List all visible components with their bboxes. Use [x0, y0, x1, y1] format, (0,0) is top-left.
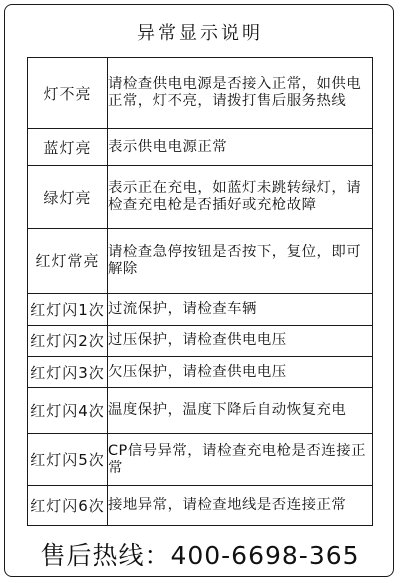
status-name: 红灯闪5次 [28, 434, 108, 486]
status-name: 红灯闪3次 [28, 356, 108, 388]
table-row [28, 326, 373, 357]
status-description: 请检查供电电源是否接入正常，如供电正常，灯不亮，请拨打售后服务热线 [108, 58, 373, 129]
status-name: 灯不亮 [28, 58, 108, 129]
status-description: 接地异常，请检查地线是否连接正常 [108, 486, 373, 526]
status-name: 蓝灯亮 [28, 129, 108, 166]
service-hotline: 售后热线：400-6698-365 [40, 541, 360, 570]
status-name: 红灯闪1次 [28, 293, 108, 326]
status-name: 红灯闪6次 [28, 486, 108, 526]
table-row [28, 58, 373, 129]
status-description: 表示正在充电，如蓝灯未跳转绿灯，请检查充电枪是否插好或充枪故障 [108, 166, 373, 229]
status-description: 过压保护，请检查供电电压 [108, 326, 373, 357]
page-title: 异常显示说明 [137, 23, 263, 44]
table-row [28, 229, 373, 293]
table-row [28, 293, 373, 326]
table-row [28, 129, 373, 166]
status-name: 绿灯亮 [28, 166, 108, 229]
status-description: 欠压保护，请检查供电电压 [108, 356, 373, 388]
table-row [28, 388, 373, 434]
status-name: 红灯闪4次 [28, 388, 108, 434]
table-row [28, 166, 373, 229]
status-name: 红灯常亮 [28, 229, 108, 293]
status-description: CP信号异常，请检查充电枪是否连接正常 [108, 434, 373, 486]
status-table [27, 57, 373, 526]
table-row [28, 434, 373, 486]
status-name: 红灯闪2次 [28, 326, 108, 357]
status-description: 温度保护，温度下降后自动恢复充电 [108, 388, 373, 434]
status-description: 过流保护，请检查车辆 [108, 293, 373, 326]
status-description: 表示供电电源正常 [108, 129, 373, 166]
table-row [28, 486, 373, 526]
table-row [28, 356, 373, 388]
status-description: 请检查急停按钮是否按下，复位，即可解除 [108, 229, 373, 293]
